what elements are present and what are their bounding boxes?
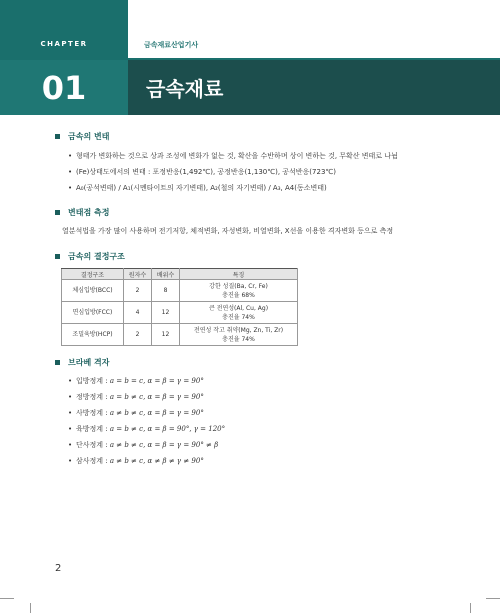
feature-line: 충진율 74% (222, 313, 255, 321)
header-top-right (128, 0, 500, 60)
table-header: 특징 (180, 269, 298, 280)
table-cell: 조밀육방(HCP) (62, 324, 124, 346)
lattice-formula: a = b ≠ c, α = β = 90°, γ = 120° (109, 425, 226, 433)
lattice-name: 단사정계 : (76, 441, 110, 449)
table-cell (180, 324, 298, 346)
list-item: • 입방정계 : a = b = c, α = β = γ = 90° (68, 377, 204, 385)
crop-mark (486, 598, 500, 599)
feature-line: 강한 성질(Ba, Cr, Fe) (209, 282, 268, 290)
list-item: • 단사정계 : a ≠ b ≠ c, α = β = γ = 90° ≠ β (68, 441, 219, 449)
table-header-row (62, 269, 298, 280)
list-item: • A₀(공석변태) / A₁(시멘타이트의 자기변태), A₂(철의 자기변태) / A₃, A4(동소변태) (68, 184, 327, 192)
table-cell: 2 (124, 324, 152, 346)
feature-line: 충진율 68% (222, 291, 255, 299)
crystal-structure-table (61, 268, 298, 346)
lattice-formula: a ≠ b ≠ c, α = β = γ = 90° ≠ β (109, 441, 219, 449)
crop-mark (30, 603, 31, 613)
table-row (62, 280, 298, 302)
section-title: 브라베 격자 (68, 358, 110, 367)
lattice-formula: a ≠ b ≠ c, α ≠ β ≠ γ ≠ 90° (109, 457, 204, 465)
chapter-label: CHAPTER (40, 40, 88, 48)
lattice-name: 육방정계 : (76, 425, 110, 433)
section-marker-icon (55, 254, 60, 259)
section-marker-icon (55, 360, 60, 365)
section-title: 금속의 결정구조 (68, 252, 125, 261)
section-marker-icon (55, 210, 60, 215)
list-item-text: (Fe)상태도에서의 변태 : 포정반응(1,492℃), 공정반응(1,130℃), 공석반응(723℃) (76, 168, 336, 176)
table-cell (180, 302, 298, 324)
section-heading-transformation (55, 131, 109, 142)
table-cell: 면심입방(FCC) (62, 302, 124, 324)
lattice-name: 사방정계 : (76, 409, 110, 417)
table-cell: 2 (124, 280, 152, 302)
table-cell: 체심입방(BCC) (62, 280, 124, 302)
chapter-number: 01 (0, 60, 128, 115)
lattice-formula: a = b = c, α = β = γ = 90° (109, 377, 204, 385)
chapter-title: 금속재료 (146, 77, 224, 101)
chapter-header (0, 0, 500, 115)
feature-line: 전연성 작고 취약(Mg, Zn, Ti, Zr) (193, 326, 284, 334)
list-item: • 형태가 변화하는 것으로 상과 조성에 변화가 없는 것, 확산을 수반하며 상이 변하는 것, 무확산 변태로 나뉨 (68, 152, 398, 160)
table-cell (180, 280, 298, 302)
header-top-block (0, 0, 128, 60)
table-row (62, 324, 298, 346)
list-item: • 육방정계 : a = b ≠ c, α = β = 90°, γ = 120° (68, 425, 226, 433)
lattice-formula: a = b ≠ c, α = β = γ = 90° (109, 393, 204, 401)
table-cell: 8 (152, 280, 180, 302)
section-title: 금속의 변태 (68, 132, 110, 141)
paragraph: 열분석법을 가장 많이 사용하며 전기저항, 체적변화, 자성변화, 비열변화, X선을 이용한 격자변화 등으로 측정 (62, 227, 394, 235)
section-heading-bravais (55, 357, 109, 368)
list-item: • 삼사정계 : a ≠ b ≠ c, α ≠ β ≠ γ ≠ 90° (68, 457, 204, 465)
page-number: 2 (55, 563, 62, 574)
lattice-name: 삼사정계 : (76, 457, 110, 465)
feature-line: 충진율 74% (222, 335, 255, 343)
section-heading-measurement (55, 207, 109, 218)
lattice-name: 입방정계 : (76, 377, 110, 385)
feature-line: 큰 전연성(Al, Cu, Ag) (208, 304, 269, 312)
lattice-name: 정방정계 : (76, 393, 110, 401)
table-cell: 12 (152, 324, 180, 346)
list-item-text: 형태가 변화하는 것으로 상과 조성에 변화가 없는 것, 확산을 수반하며 상이 변하는 것, 무확산 변태로 나뉨 (76, 152, 398, 160)
book-title: 금속재료산업기사 (144, 41, 199, 49)
table-cell: 12 (152, 302, 180, 324)
table-header: 원자수 (124, 269, 152, 280)
list-item: • (Fe)상태도에서의 변태 : 포정반응(1,492℃), 공정반응(1,130℃), 공석반응(723℃) (68, 168, 336, 176)
list-item: • 사방정계 : a ≠ b ≠ c, α = β = γ = 90° (68, 409, 204, 417)
list-item-text: A₀(공석변태) / A₁(시멘타이트의 자기변태), A₂(철의 자기변태) / A₃, A4(동소변태) (76, 184, 327, 192)
section-marker-icon (55, 134, 60, 139)
table-cell: 4 (124, 302, 152, 324)
table-header: 배위수 (152, 269, 180, 280)
table-header: 결정구조 (62, 269, 124, 280)
table-row (62, 302, 298, 324)
section-heading-crystal (55, 251, 125, 262)
crop-mark (470, 603, 471, 613)
list-item: • 정방정계 : a = b ≠ c, α = β = γ = 90° (68, 393, 204, 401)
crop-mark (0, 598, 14, 599)
section-title: 변태점 측정 (68, 208, 110, 217)
lattice-formula: a ≠ b ≠ c, α = β = γ = 90° (109, 409, 204, 417)
